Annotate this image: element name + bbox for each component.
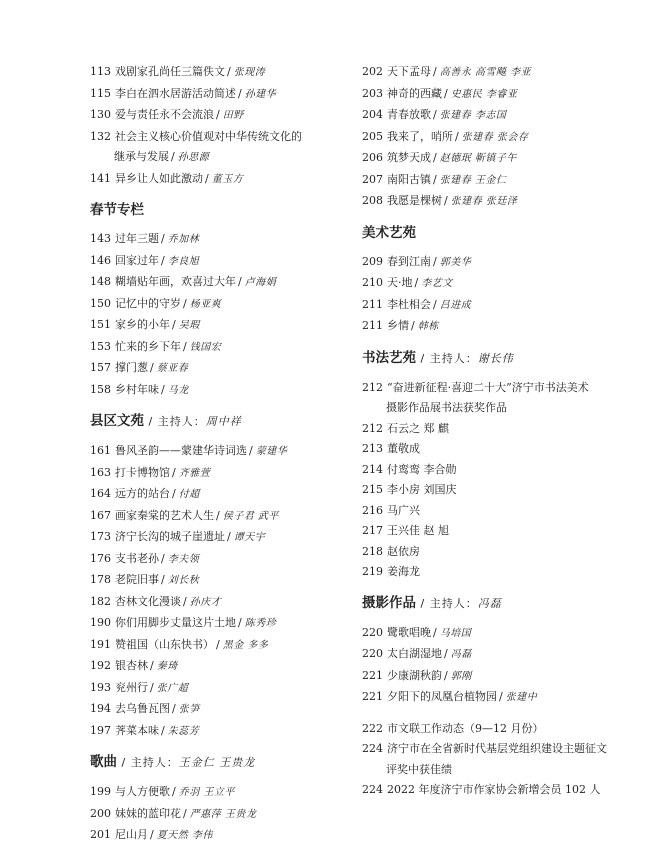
page-number: 217: [362, 524, 383, 537]
toc-entry: [90, 699, 352, 721]
author-separator: /: [161, 551, 165, 565]
toc-entry: [90, 825, 352, 847]
page-number: 212: [362, 421, 383, 435]
page-number: 207: [362, 172, 383, 186]
toc-entry: [90, 229, 352, 251]
entry-title: 撑门葱: [115, 361, 148, 374]
page-number: 219: [362, 565, 383, 578]
entry-author: 陈秀珍: [244, 618, 277, 629]
entry-author: 卢海娟: [244, 277, 277, 288]
author-separator: /: [433, 254, 437, 268]
toc-entry: [362, 170, 632, 192]
toc-entry: [362, 105, 632, 127]
toc-entry: [90, 804, 352, 826]
section-host-label: 主持人：: [157, 415, 206, 428]
entry-title: 2022 年度济宁市作家协会新增会员 102 人: [387, 783, 601, 796]
entry-author: 韩栋: [417, 321, 439, 332]
page-number: 130: [90, 108, 111, 121]
page-number: 215: [362, 483, 383, 496]
entry-title: 与人方便歌: [115, 785, 170, 798]
toc-entry: [90, 441, 352, 463]
toc-entry: [362, 378, 632, 419]
entry-author: 史惠民 李睿亚: [450, 88, 518, 100]
entry-title: 忙来的乡下年: [115, 339, 181, 353]
entry-author: 张笋: [178, 704, 200, 715]
author-separator: /: [150, 659, 154, 672]
entry-title: 王兴佳 赵 旭: [387, 524, 449, 537]
page-number: 220: [362, 647, 383, 660]
entry-title: 妹妹的蓝印花: [115, 806, 181, 820]
page-number: 224: [362, 783, 383, 796]
toc-entry: [90, 62, 352, 84]
entry-title: 董敬成: [387, 442, 420, 455]
toc-entry: [362, 252, 632, 274]
toc-entry: [90, 613, 352, 635]
toc-entry: [90, 463, 352, 485]
toc-entry: [362, 562, 632, 583]
toc-left-column: [90, 62, 352, 847]
author-separator: /: [161, 723, 165, 737]
entry-author: 齐雅萱: [178, 467, 211, 479]
toc-entry: [90, 656, 352, 678]
entry-author: 吴瑕: [178, 320, 200, 331]
entry-title: 远方的站台: [115, 487, 170, 500]
toc-entry: [90, 315, 352, 337]
section-heading: [90, 200, 352, 220]
page-number: 194: [90, 702, 111, 715]
author-separator: /: [150, 828, 154, 841]
page-number: 205: [362, 129, 383, 143]
page-number: 224: [362, 742, 383, 755]
author-separator: /: [216, 508, 220, 522]
author-separator: /: [172, 465, 176, 479]
page-number: 211: [362, 319, 383, 332]
entry-author: 赵德珉 靳镇子午: [439, 153, 517, 164]
toc-entry: [362, 666, 632, 688]
entry-author: 刘长秋: [167, 575, 200, 586]
author-separator: /: [161, 232, 165, 245]
entry-title: 南阳古镇: [387, 172, 431, 186]
page-number: 113: [90, 65, 111, 78]
page-number: 167: [90, 508, 111, 522]
page-number: 157: [90, 361, 111, 374]
entry-title: 市文联工作动态（9—12 月份）: [387, 721, 544, 735]
author-separator: /: [171, 150, 175, 163]
toc-entry: [362, 460, 632, 481]
entry-author: 马龙: [167, 384, 189, 396]
page-number: 132: [90, 129, 111, 143]
author-separator: /: [161, 253, 165, 267]
entry-author: 孙思源: [177, 152, 210, 163]
entry-author: 付超: [178, 489, 200, 500]
section-separator: /: [416, 351, 430, 365]
author-separator: /: [444, 647, 448, 660]
entry-title: 马广兴: [387, 503, 420, 517]
entry-title: 老院旧事: [115, 573, 159, 586]
page-number: 214: [362, 462, 383, 476]
toc-entry: [362, 273, 632, 295]
entry-author: 黑金 多多: [222, 639, 269, 651]
entry-author: 蔡亚春: [156, 363, 189, 374]
entry-author: 张现涛: [233, 67, 266, 78]
toc-entry: [90, 105, 352, 127]
author-separator: /: [499, 690, 503, 703]
toc-entry: [90, 635, 352, 657]
entry-author: 谭天宇: [233, 532, 266, 543]
entry-author: 李良旭: [167, 255, 200, 267]
entry-title: 赞祖国（山东快书）: [115, 637, 214, 651]
entry-title: 青春放歌: [387, 108, 431, 121]
author-separator: /: [227, 65, 231, 78]
author-separator: /: [183, 339, 187, 353]
page-number: 213: [362, 442, 383, 455]
entry-title-line2: 继承与发展: [114, 150, 169, 163]
entry-title: 少康湖秋韵: [387, 668, 442, 682]
author-separator: /: [238, 275, 242, 288]
toc-entry: [90, 527, 352, 549]
toc-entry: [362, 719, 632, 740]
page-number: 208: [362, 194, 383, 207]
entry-title: 付鸾鸾 李合勋: [387, 462, 457, 476]
entry-title: 夕阳下的凤凰台植物园: [387, 690, 497, 703]
page-number: 221: [362, 668, 383, 682]
page-number: 206: [362, 151, 383, 164]
author-separator: /: [172, 487, 176, 500]
section-separator: /: [416, 596, 430, 610]
author-separator: /: [444, 194, 448, 207]
toc-entry: [90, 549, 352, 571]
page-number: 220: [362, 625, 383, 639]
entry-title: 糊墙贴年画，欢喜过大年: [115, 275, 236, 288]
page-number: 161: [90, 444, 111, 457]
toc-entry: [362, 316, 632, 338]
entry-title-continued: [362, 398, 632, 419]
section-title: 摄影作品: [362, 594, 416, 611]
author-separator: /: [150, 680, 154, 694]
toc-entry: [90, 570, 352, 592]
section-title: 美术艺苑: [362, 224, 416, 241]
entry-title: 太白湖湿地: [387, 647, 442, 660]
section-title: 书法艺苑: [362, 349, 416, 366]
author-separator: /: [227, 530, 231, 543]
entry-title: 天下孟母: [387, 65, 431, 78]
entry-title-continued: [90, 147, 352, 169]
page-number: 143: [90, 232, 111, 245]
toc-entry: [90, 506, 352, 528]
section-host-names: 王金仁 王贵龙: [178, 756, 256, 769]
section-heading: [90, 752, 352, 773]
author-separator: /: [411, 319, 415, 332]
toc-entry: [90, 380, 352, 402]
page-number: 153: [90, 339, 111, 353]
entry-title: 李白在泗水居游活动简述: [115, 86, 236, 100]
entry-author: 朱蕊芳: [167, 725, 200, 737]
author-separator: /: [205, 171, 209, 185]
page-number: 151: [90, 318, 111, 331]
entry-author: 夏天然 李伟: [156, 830, 213, 841]
page-number: 192: [90, 659, 111, 672]
page-number: 212: [362, 380, 383, 394]
entry-title: 异乡让人如此激动: [115, 171, 203, 185]
page-number: 148: [90, 275, 111, 288]
entry-title: 回家过年: [115, 253, 159, 267]
page-number: 210: [362, 276, 383, 289]
entry-author: 郭美华: [439, 256, 472, 268]
author-separator: /: [172, 785, 176, 798]
toc-entry: [90, 484, 352, 506]
page-number: 182: [90, 594, 111, 608]
entry-author: 张建春 张会存: [461, 131, 529, 143]
author-separator: /: [433, 172, 437, 186]
toc-entry: [362, 419, 632, 440]
entry-author: 杨亚爽: [189, 298, 222, 310]
author-separator: /: [172, 702, 176, 715]
page-number: 216: [362, 503, 383, 517]
author-separator: /: [433, 151, 437, 164]
entry-title: 画家秦棠的艺术人生: [115, 508, 214, 522]
entry-title: 我来了，哨所: [387, 129, 453, 143]
page-number: 191: [90, 637, 111, 651]
entry-title: 支书老孙: [115, 551, 159, 565]
section-title: 县区文苑: [90, 413, 144, 429]
entry-title-continued: [362, 760, 632, 781]
author-separator: /: [238, 616, 242, 629]
entry-title: 过年三题: [115, 232, 159, 245]
entry-title: 姜海龙: [387, 565, 420, 578]
entry-title: 杏林文化漫谈: [115, 594, 181, 608]
entry-title: 银杏林: [115, 659, 148, 672]
author-separator: /: [172, 318, 176, 331]
toc-entry: [362, 148, 632, 170]
toc-entry: [362, 780, 632, 801]
entry-title: 筑梦天成: [387, 151, 431, 164]
entry-author: 乔加林: [167, 234, 200, 245]
entry-author: 严惠萍 王贵龙: [189, 808, 257, 820]
entry-author: 高善永 高雪飚 李亚: [439, 67, 532, 78]
entry-title-line2: 摄影作品展书法获奖作品: [386, 401, 507, 414]
author-separator: /: [183, 296, 187, 310]
page-number: 176: [90, 551, 111, 565]
entry-author: 张建中: [505, 692, 538, 703]
entry-title: 李杜相会: [387, 297, 431, 311]
page-number: 173: [90, 530, 111, 543]
section-host-label: 主持人：: [429, 351, 478, 365]
page-number: 141: [90, 171, 111, 185]
section-host-names: 谢长伟: [477, 351, 514, 365]
toc-entry: [90, 84, 352, 106]
entry-title: 兖州行: [115, 680, 148, 694]
entry-author: 侯子君 武平: [222, 510, 279, 522]
author-separator: /: [249, 444, 253, 457]
page-number: 211: [362, 297, 383, 311]
author-separator: /: [150, 361, 154, 374]
toc-entry: [90, 358, 352, 380]
author-separator: /: [444, 668, 448, 682]
toc-entry: [362, 542, 632, 563]
section-host-names: 周中祥: [205, 415, 242, 428]
section-heading: [362, 223, 632, 243]
toc-entry: [362, 439, 632, 460]
author-separator: /: [238, 86, 242, 100]
toc-entry: [90, 251, 352, 273]
entry-title: 济宁长沟的城子崖遗址: [115, 530, 225, 543]
entry-title: 乡情: [387, 319, 409, 332]
entry-title-line2: 评奖中获佳绩: [386, 762, 452, 776]
entry-title: 鲁风圣韵——蒙建华诗词选: [115, 444, 247, 457]
entry-title: 社会主义核心价值观对中华传统文化的: [115, 129, 302, 143]
entry-title: 济宁市在全省新时代基层党组织建设主题征文: [387, 742, 607, 755]
page-number: 197: [90, 723, 111, 737]
page-number: 178: [90, 573, 111, 586]
entry-title: 爱与责任永不会流浪: [115, 108, 214, 121]
entry-author: 冯磊: [450, 649, 472, 660]
toc-entry: [362, 62, 632, 84]
page-number: 199: [90, 785, 111, 798]
toc-entry: [90, 721, 352, 743]
entry-title: 家乡的小年: [115, 318, 170, 331]
entry-title: 打卡博物馆: [115, 465, 170, 479]
section-heading: [362, 593, 632, 614]
section-host-label: 主持人：: [130, 756, 179, 769]
page-number: 193: [90, 680, 111, 694]
toc-entry: [362, 191, 632, 213]
entry-title: 我愿是棵树: [387, 194, 442, 207]
page-number: 164: [90, 487, 111, 500]
author-separator: /: [433, 65, 437, 78]
entry-author: 钱国宏: [189, 341, 222, 353]
author-separator: /: [216, 108, 220, 121]
author-separator: /: [433, 108, 437, 121]
entry-author: 郭刚: [450, 670, 472, 682]
author-separator: /: [161, 382, 165, 396]
entry-title: 赵依房: [387, 544, 420, 558]
author-separator: /: [161, 573, 165, 586]
toc-entry: [362, 623, 632, 645]
toc-entry: [362, 480, 632, 501]
page-number: 203: [362, 86, 383, 100]
toc-entry: [362, 644, 632, 666]
entry-title: 乡村年味: [115, 382, 159, 396]
entry-author: 孙庆才: [189, 596, 222, 608]
section-heading: [362, 348, 632, 369]
author-separator: /: [183, 594, 187, 608]
page-number: 146: [90, 253, 111, 267]
entry-author: 蒙建华: [255, 446, 288, 457]
page-number: 202: [362, 65, 383, 78]
entry-title: 春到江南: [387, 254, 431, 268]
entry-author: 张建春 张廷泽: [450, 196, 518, 207]
page-number: 163: [90, 465, 111, 479]
toc-entry: [90, 592, 352, 614]
entry-title: 神奇的西藏: [387, 86, 442, 100]
section-title: 歌曲: [90, 754, 117, 770]
entry-author: 张广超: [156, 682, 189, 694]
entry-author: 董玉方: [211, 173, 244, 185]
section-separator: /: [144, 415, 158, 428]
entry-author: 秦琦: [156, 661, 178, 672]
entry-author: 孙建华: [244, 88, 277, 100]
toc-entry: [362, 84, 632, 106]
section-host-label: 主持人：: [429, 596, 478, 610]
section-title: 春节专栏: [90, 202, 144, 218]
page-number: 190: [90, 616, 111, 629]
author-separator: /: [216, 637, 220, 651]
entry-title: 石云之 郑 麒: [387, 421, 449, 435]
entry-title: “奋进新征程·喜迎二十大”济宁市书法美术: [387, 380, 589, 394]
section-heading: [90, 411, 352, 432]
entry-title: 记忆中的守岁: [115, 296, 181, 310]
spacer: [362, 709, 632, 719]
toc-entry: [362, 687, 632, 709]
toc-entry: [362, 739, 632, 780]
entry-author: 田野: [222, 110, 244, 121]
entry-title: 你们用脚步丈量这片土地: [115, 616, 236, 629]
page-number: 158: [90, 382, 111, 396]
author-separator: /: [433, 625, 437, 639]
author-separator: /: [414, 276, 419, 289]
section-separator: /: [117, 756, 131, 769]
page-number: 222: [362, 721, 383, 735]
toc-entry: [90, 782, 352, 804]
toc-entry: [362, 295, 632, 317]
author-separator: /: [444, 86, 448, 100]
author-separator: /: [455, 129, 459, 143]
entry-author: 乔羽 王立平: [178, 787, 235, 798]
entry-author: 吕进成: [439, 299, 472, 311]
toc-entry: [90, 272, 352, 294]
page-number: 221: [362, 690, 383, 703]
toc-entry: [90, 127, 352, 169]
page-number: 115: [90, 86, 111, 100]
page-number: 201: [90, 828, 111, 841]
entry-author: 张建春 李志国: [439, 110, 507, 121]
toc-entry: [90, 294, 352, 316]
toc-entry: [362, 127, 632, 149]
author-separator: /: [433, 297, 437, 311]
entry-title: 李小房 刘国庆: [387, 483, 457, 496]
section-host-names: 冯磊: [477, 596, 502, 610]
entry-author: 张建春 王金仁: [439, 174, 507, 186]
author-separator: /: [183, 806, 187, 820]
page-number: 209: [362, 254, 383, 268]
entry-author: 李艺文: [421, 278, 453, 289]
entry-title: 戏剧家孔尚任三篇佚文: [115, 65, 225, 78]
entry-author: 李夫领: [167, 553, 200, 565]
entry-title: 尼山月: [115, 828, 148, 841]
entry-title: 天·地: [387, 276, 413, 289]
entry-author: 马培国: [439, 627, 472, 639]
toc-entry: [90, 169, 352, 191]
toc-entry: [362, 521, 632, 542]
entry-title: 荠菜本味: [115, 723, 159, 737]
entry-title: 鹭歌唱晚: [387, 625, 431, 639]
toc-entry: [90, 678, 352, 700]
page-number: 204: [362, 108, 383, 121]
page-number: 218: [362, 544, 383, 558]
toc-entry: [362, 501, 632, 522]
toc-right-column: [362, 62, 632, 801]
page-number: 150: [90, 296, 111, 310]
entry-title: 去乌鲁瓦图: [115, 702, 170, 715]
toc-entry: [90, 337, 352, 359]
page-number: 200: [90, 806, 111, 820]
